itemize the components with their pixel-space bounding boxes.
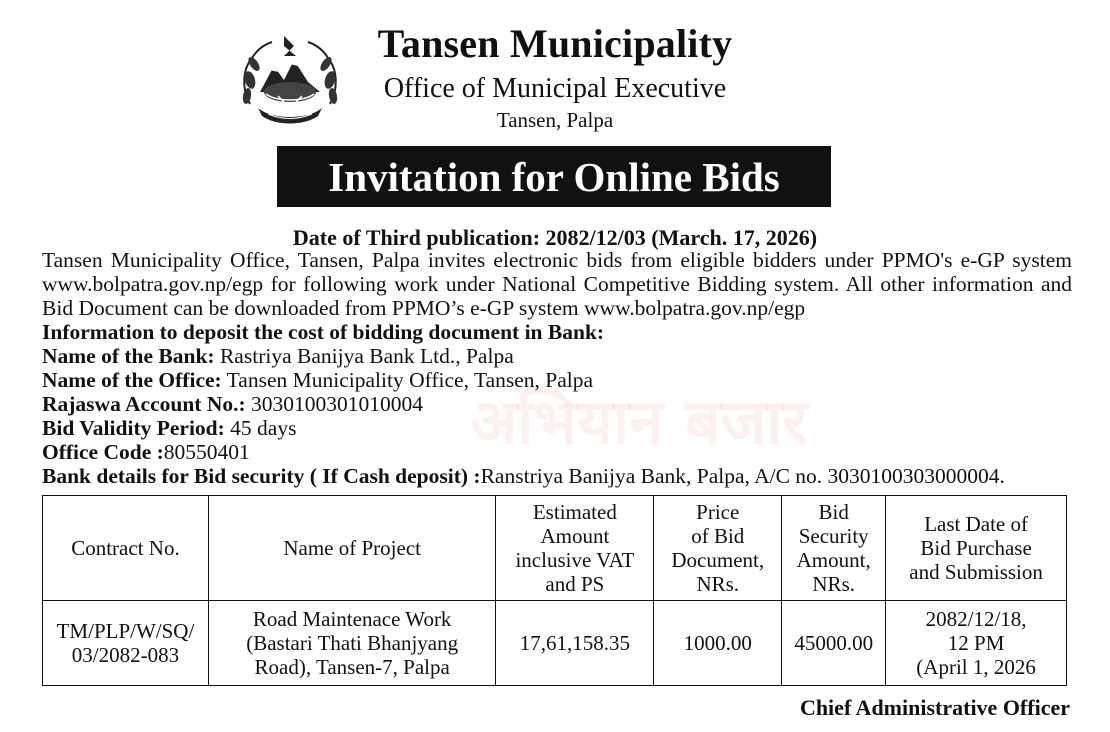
detail-label: Rajaswa Account No.: — [42, 392, 246, 416]
detail-label: Office Code : — [42, 440, 164, 464]
bid-table — [42, 495, 1067, 686]
detail-office-name — [42, 368, 593, 392]
col-document-price: Price of Bid Document, NRs. — [654, 496, 782, 601]
cell-contract-no: TM/PLP/W/SQ/ 03/2082-083 — [43, 601, 209, 686]
detail-value: 80550401 — [163, 440, 250, 464]
detail-account-no — [42, 392, 423, 416]
col-bid-security: Bid Security Amount, NRs. — [782, 496, 886, 601]
signoff: Chief Administrative Officer — [799, 695, 1070, 720]
page-title: Tansen Municipality — [377, 21, 733, 66]
detail-bid-validity — [42, 416, 296, 440]
detail-label: Name of the Bank: — [42, 344, 215, 368]
col-contract-no: Contract No. — [43, 496, 209, 601]
detail-label: Bank details for Bid security ( If Cash deposit) : — [42, 464, 481, 488]
col-estimated-amount: Estimated Amount inclusive VAT and PS — [496, 496, 654, 601]
cell-document-price: 1000.00 — [654, 601, 782, 686]
detail-value: Tansen Municipality Office, Tansen, Palpa — [221, 368, 594, 392]
office-location: Tansen, Palpa — [496, 108, 614, 132]
col-project-name: Name of Project — [208, 496, 495, 601]
col-last-date: Last Date of Bid Purchase and Submission — [886, 496, 1067, 601]
detail-label: Bid Validity Period: — [42, 416, 225, 440]
notice-banner — [277, 146, 831, 207]
notice-banner-text: Invitation for Online Bids — [328, 153, 780, 200]
detail-office-code — [42, 440, 250, 464]
detail-value: 45 days — [224, 416, 297, 440]
table-header-row — [43, 496, 1067, 601]
office-subtitle: Office of Municipal Executive — [383, 73, 727, 104]
publication-date: Date of Third publication: 2082/12/03 (March. 17, 2026) — [292, 225, 818, 250]
cell-estimated-amount: 17,61,158.35 — [496, 601, 654, 686]
cell-last-date: 2082/12/18, 12 PM (April 1, 2026 — [886, 601, 1067, 686]
table-row — [43, 601, 1067, 686]
watermark: अभियान बजार — [470, 385, 808, 458]
detail-label: Name of the Office: — [42, 368, 222, 392]
deposit-heading: Information to deposit the cost of bidding document in Bank: — [42, 320, 605, 344]
detail-value: Ranstriya Banijya Bank, Palpa, A/C no. 3030100303000004. — [480, 464, 1005, 488]
detail-bid-security-bank — [42, 464, 1005, 488]
detail-bank-name — [42, 344, 514, 368]
intro-paragraph: Tansen Municipality Office, Tansen, Palpa invites electronic bids from eligible bidders under PPMO's e-GP system www.bolpatra.gov.np/egp for following work under National Competitive Bidding system. All other information and Bid Document can be downloaded from PPMO’s e-GP system www.bolpatra.gov.np/egp — [42, 248, 1072, 320]
detail-value: 3030100301010004 — [245, 392, 424, 416]
detail-value: Rastriya Banijya Bank Ltd., Palpa — [214, 344, 514, 368]
cell-bid-security: 45000.00 — [782, 601, 886, 686]
cell-project-name: Road Maintenace Work (Bastari Thati Bhanjyang Road), Tansen-7, Palpa — [208, 601, 495, 686]
